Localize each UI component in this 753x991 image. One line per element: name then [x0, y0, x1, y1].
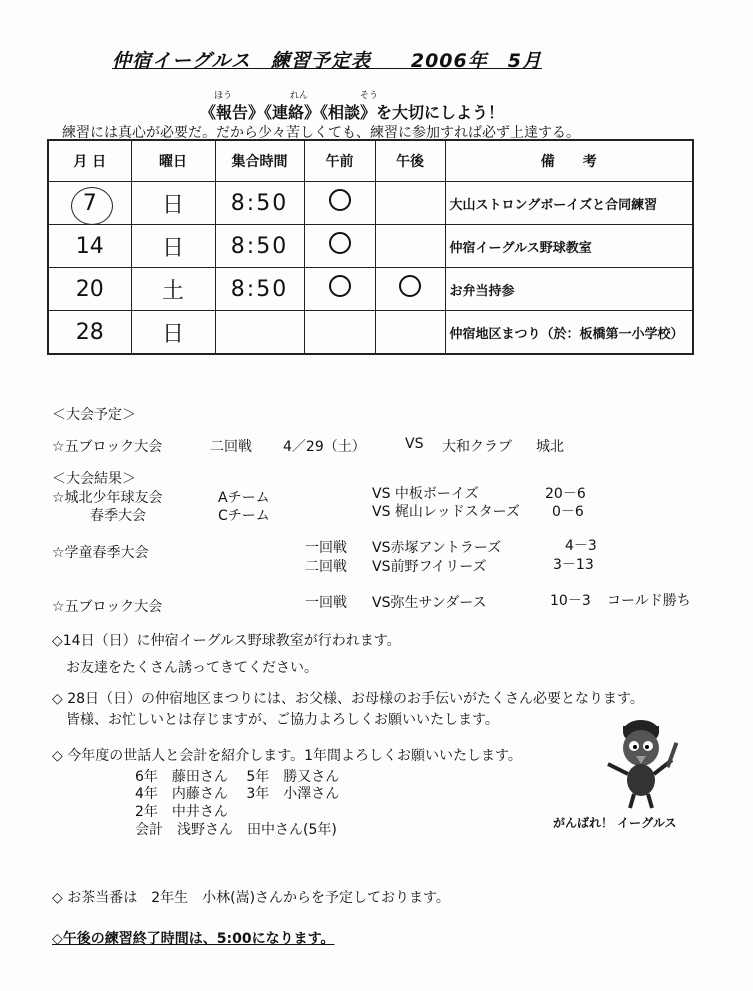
plan-round: 二回戦: [210, 439, 252, 455]
staff-line: 4年 内藤さん 3年 小澤さん: [135, 786, 340, 802]
plan-vs: VS: [405, 436, 424, 452]
eagle-baseball-mascot-icon: [598, 712, 684, 812]
row-day: 28: [48, 311, 131, 355]
col-weekday: 曜日: [131, 140, 215, 182]
result-team: Aチーム: [218, 490, 270, 506]
result-round: 二回戦: [305, 559, 347, 575]
col-pm: 午後: [375, 140, 445, 182]
row-time: 8:50: [215, 268, 304, 311]
mascot-caption: がんばれ！ イーグルス: [553, 816, 677, 830]
row-day: 14: [48, 225, 131, 268]
page-title: 仲宿イーグルス 練習予定表 2006年 5月: [112, 50, 542, 72]
slogan: 《報告》《連絡》《相談》を大切にしよう！: [200, 103, 505, 122]
row-day: 20: [48, 268, 131, 311]
row-weekday: 日: [131, 311, 215, 355]
result-score: 10－3: [550, 593, 591, 609]
result-group-name: ☆城北少年球友会: [52, 490, 163, 506]
result-group-name: ☆学童春季大会: [52, 545, 149, 561]
notice-line: ◇ 28日（日）の仲宿地区まつりには、お父様、お母様のお手伝いがたくさん必要となります。: [52, 691, 644, 707]
result-remark: コールド勝ち: [607, 593, 691, 609]
am-circle-icon: [329, 232, 351, 254]
result-score: 4－3: [565, 538, 597, 554]
row-time: 8:50: [215, 182, 304, 225]
plan-date: 4／29（土）: [283, 439, 366, 455]
notice-line: ◇ 今年度の世話人と会計を紹介します。1年間よろしくお願いいたします。: [52, 748, 522, 764]
row-time: 8:50: [215, 225, 304, 268]
notice-line: ◇午後の練習終了時間は、5:00になります。: [52, 931, 335, 947]
ruby-sou: そう: [360, 91, 379, 101]
table-row: [48, 182, 693, 225]
table-row: [48, 311, 693, 355]
row-note: お弁当持参: [445, 268, 693, 311]
subslogan: 練習には真心が必要だ。だから少々苦しくても、練習に参加すれば必ず上達する。: [62, 125, 580, 141]
plan-name: ☆五ブロック大会: [52, 439, 163, 455]
result-opponent: VS 梶山レッドスターズ: [372, 504, 520, 520]
schedule-table: [47, 139, 694, 355]
staff-line: 会計 浅野さん 田中さん(5年): [135, 822, 337, 838]
result-opponent: VS赤塚アントラーズ: [372, 540, 502, 556]
result-opponent: VS 中板ボーイズ: [372, 486, 479, 502]
plan-venue: 城北: [536, 439, 564, 455]
row-note: 大山ストロングボーイズと合同練習: [445, 182, 693, 225]
notice-line: お友達をたくさん誘ってきてください。: [66, 660, 318, 676]
row-note: 仲宿地区まつり（於：板橋第一小学校）: [445, 311, 693, 355]
ruby-ho: ほう: [214, 91, 233, 101]
notice-line: ◇14日（日）に仲宿イーグルス野球教室が行われます。: [52, 633, 401, 649]
row-weekday: 土: [131, 268, 215, 311]
col-am: 午前: [304, 140, 375, 182]
result-group-name2: 春季大会: [90, 508, 146, 524]
hand-drawn-circle: [71, 187, 113, 225]
col-time: 集合時間: [215, 140, 304, 182]
staff-line: 6年 藤田さん 5年 勝又さん: [135, 769, 340, 785]
result-score: 20－6: [545, 486, 586, 502]
schedule-header-row: [48, 140, 693, 182]
result-opponent: VS前野フイリーズ: [372, 559, 487, 575]
col-notes: 備 考: [445, 140, 693, 182]
pm-circle-icon: [399, 275, 421, 297]
result-round: 一回戦: [305, 595, 347, 611]
ruby-ren: れん: [290, 91, 309, 101]
row-weekday: 日: [131, 182, 215, 225]
notice-line: 皆様、お忙しいとは存じますが、ご協力よろしくお願いいたします。: [66, 712, 499, 728]
plan-opponent: 大和クラブ: [442, 439, 512, 455]
row-day: 7: [82, 190, 97, 216]
result-round: 一回戦: [305, 540, 347, 556]
tournament-plan-heading: ＜大会予定＞: [52, 407, 136, 423]
result-team: Cチーム: [218, 508, 270, 524]
results-heading: ＜大会結果＞: [52, 471, 136, 487]
am-circle-icon: [329, 189, 351, 211]
staff-line: 2年 中井さん: [135, 804, 228, 820]
notice-line: ◇ お茶当番は 2年生 小林(嵩)さんからを予定しております。: [52, 890, 450, 906]
table-row: [48, 268, 693, 311]
am-circle-icon: [329, 275, 351, 297]
row-note: 仲宿イーグルス野球教室: [445, 225, 693, 268]
result-opponent: VS弥生サンダース: [372, 595, 487, 611]
col-date: 月 日: [48, 140, 131, 182]
result-score: 3－13: [553, 557, 594, 573]
table-row: [48, 225, 693, 268]
row-weekday: 日: [131, 225, 215, 268]
result-score: 0－6: [552, 504, 584, 520]
result-group-name: ☆五ブロック大会: [52, 599, 163, 615]
